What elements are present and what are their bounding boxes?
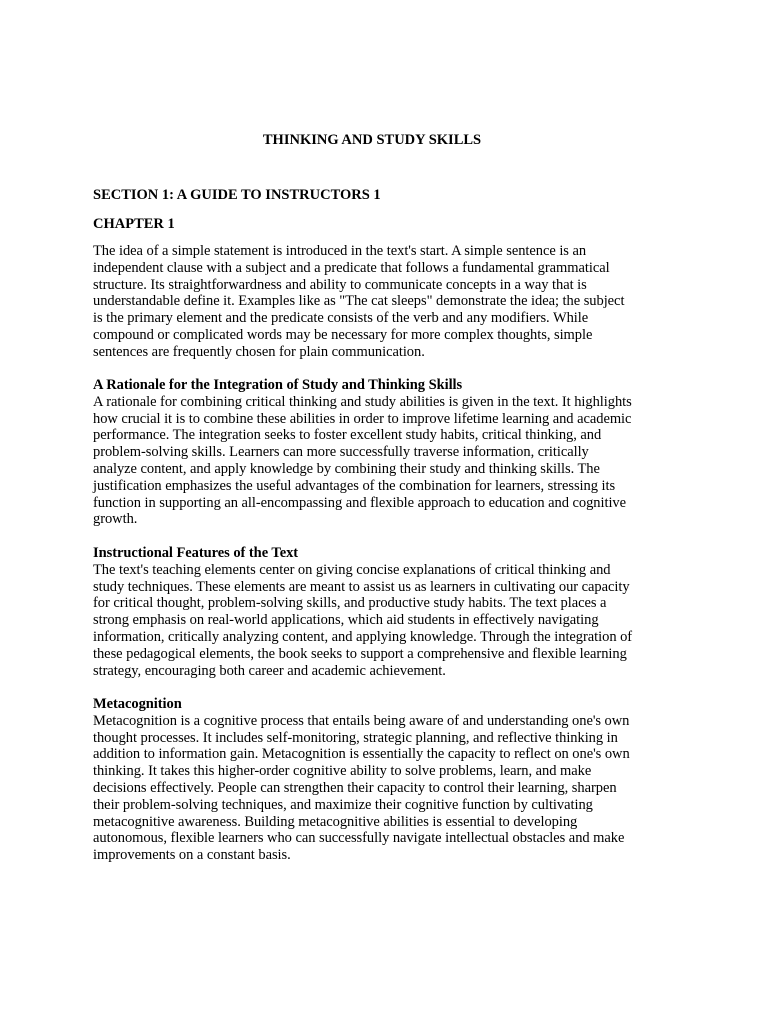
- rationale-heading: A Rationale for the Integration of Study and Thinking Skills: [93, 377, 463, 393]
- paragraph-line: these pedagogical elements, the book seeks to support a comprehensive and flexible learning: [93, 645, 627, 662]
- paragraph-line: performance. The integration seeks to foster excellent study habits, critical thinking, and: [93, 427, 602, 444]
- paragraph-line: addition to information gain. Metacognition is essentially the capacity to reflect on one's own: [93, 746, 630, 763]
- paragraph-line: Metacognition is a cognitive process that entails being aware of and understanding one's own: [93, 712, 630, 729]
- paragraph-line: sentences are frequently chosen for plain communication.: [93, 343, 425, 360]
- paragraph-line: compound or complicated words may be necessary for more complex thoughts, simple: [93, 326, 593, 343]
- metacognition-heading: Metacognition: [93, 696, 182, 712]
- paragraph-line: is the primary element and the predicate consists of the verb and any modifiers. While: [93, 310, 589, 327]
- paragraph-line: how crucial it is to combine these abilities in order to improve lifetime learning and academic: [93, 410, 632, 427]
- paragraph-line: metacognitive awareness. Building metacognitive abilities is essential to developing: [93, 813, 578, 830]
- paragraph-line: understandable define it. Examples like as "The cat sleeps" demonstrate the idea; the subject: [93, 293, 625, 310]
- paragraph-line: The text's teaching elements center on giving concise explanations of critical thinking and: [93, 561, 611, 578]
- paragraph-line: information, critically analyzing content, and applying knowledge. Through the integration of: [93, 628, 633, 645]
- paragraph-line: strategy, encouraging both career and academic achievement.: [93, 662, 446, 679]
- paragraph-line: analyze content, and apply knowledge by combining their study and thinking skills. The: [93, 460, 600, 477]
- paragraph-line: improvements on a constant basis.: [93, 847, 291, 864]
- paragraph-line: study techniques. These elements are meant to assist us as learners in cultivating our capacity: [93, 578, 630, 595]
- paragraph-line: justification emphasizes the useful advantages of the combination for learners, stressing its: [93, 477, 616, 494]
- paragraph-line: The idea of a simple statement is introduced in the text's start. A simple sentence is an: [93, 243, 587, 259]
- paragraph-line: independent clause with a subject and a predicate that follows a fundamental grammatical: [93, 259, 610, 276]
- metacognition-section: [93, 696, 683, 864]
- paragraph-line: decisions effectively. People can strengthen their capacity to control their learning, sharpen: [93, 779, 617, 796]
- instructional-features-section: [93, 545, 683, 679]
- intro-paragraph: [93, 243, 683, 361]
- paragraph-line: problem-solving skills. Learners can more successfully traverse information, critically: [93, 444, 589, 461]
- paragraph-line: growth.: [93, 511, 138, 528]
- paragraph-line: for critical thought, problem-solving skills, and productive study habits. The text places a: [93, 595, 607, 612]
- instructional-features-heading: Instructional Features of the Text: [93, 545, 299, 561]
- chapter-heading: CHAPTER 1: [93, 216, 175, 232]
- paragraph-line: strong emphasis on real-world applications, which aid students in effectively navigating: [93, 612, 599, 629]
- paragraph-line: A rationale for combining critical thinking and study abilities is given in the text. It highlights: [93, 393, 632, 410]
- paragraph-line: their problem-solving techniques, and maximize their cognitive function by cultivating: [93, 796, 593, 813]
- document-title: THINKING AND STUDY SKILLS: [262, 132, 482, 148]
- paragraph-line: autonomous, flexible learners who can successfully navigate intellectual obstacles and make: [93, 830, 625, 847]
- paragraph-line: function in supporting an all-encompassing and flexible approach to education and cognitive: [93, 494, 627, 511]
- paragraph-line: thinking. It takes this higher-order cognitive ability to solve problems, learn, and make: [93, 763, 592, 780]
- rationale-section: [93, 377, 683, 528]
- paragraph-line: thought processes. It includes self-monitoring, strategic planning, and reflective thinking in: [93, 729, 618, 746]
- section-heading: SECTION 1: A GUIDE TO INSTRUCTORS 1: [93, 187, 381, 203]
- paragraph-line: structure. Its straightforwardness and ability to communicate concepts in a way that is: [93, 276, 587, 293]
